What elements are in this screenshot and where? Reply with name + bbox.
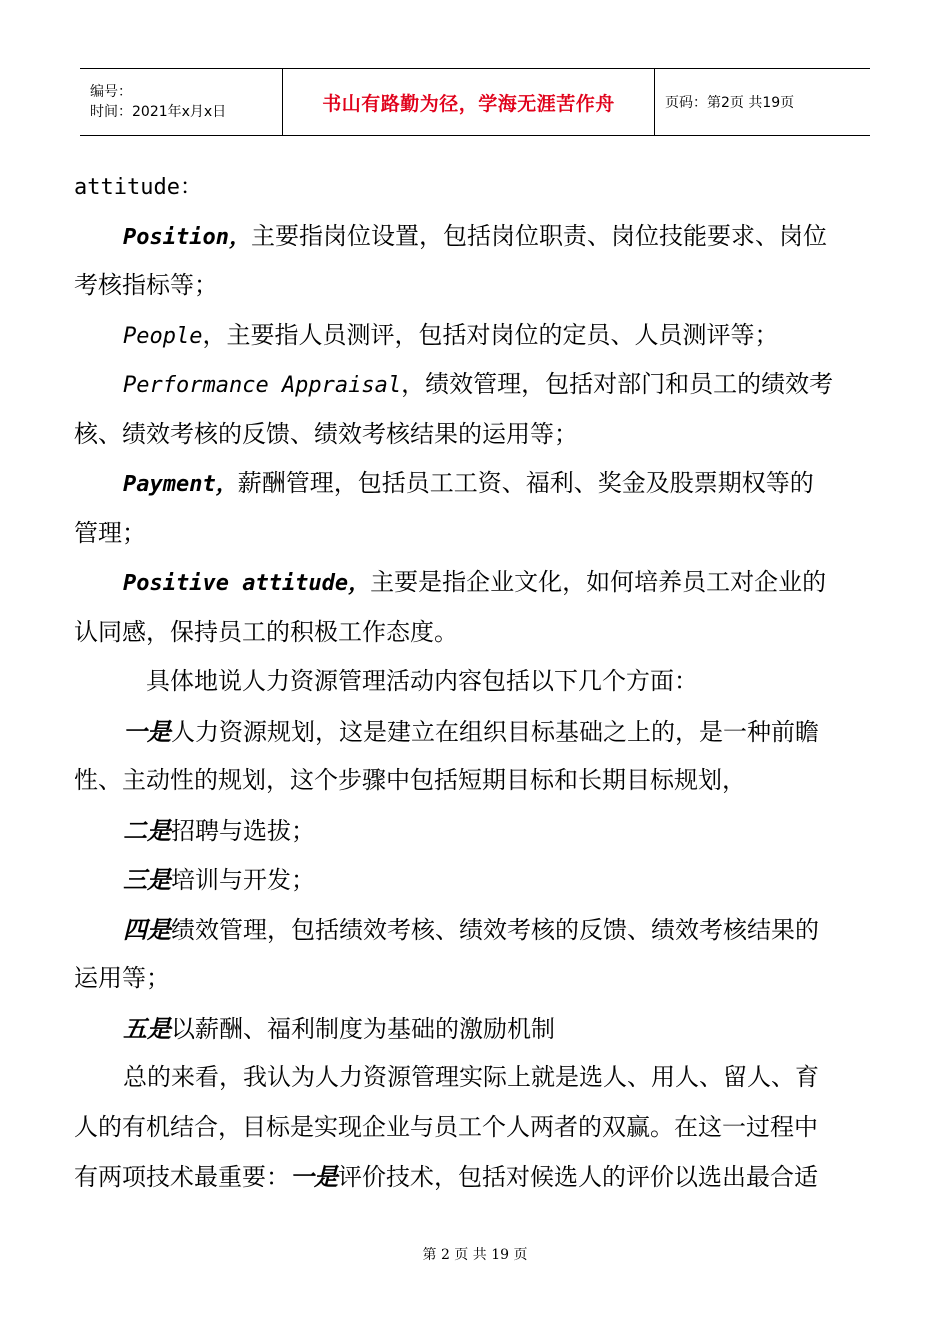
list-marker-1: 一是 [123,716,171,746]
paragraph-line: Position，主要指岗位设置，包括岗位职责、岗位技能要求、岗位 [123,221,827,250]
list-marker-5: 五是 [123,1013,171,1043]
paragraph-line: 人的有机结合，目标是实现企业与员工个人两者的双赢。在这一过程中 [74,1112,818,1141]
term-performance-appraisal: Performance Appraisal [123,373,402,398]
page-header [80,68,870,136]
paragraph-line: 一是人力资源规划，这是建立在组织目标基础之上的，是一种前瞻 [123,716,819,746]
paragraph-line: 管理； [74,518,146,547]
paragraph-line: 认同感，保持员工的积极工作态度。 [74,617,458,646]
page-footer [0,1244,950,1264]
page-info-text: 页码：第2页 共19页 [665,95,795,111]
list-marker-4: 四是 [123,914,171,944]
document-body [74,162,876,1202]
paragraph-line: 性、主动性的规划，这个步骤中包括短期目标和长期目标规划， [74,766,746,794]
paragraph-line: Positive attitude，主要是指企业文化，如何培养员工对企业的 [123,568,827,596]
paragraph-line: Payment，薪酬管理，包括员工工资、福利、奖金及股票期权等的 [123,469,814,497]
footer-page-number: 第 2 页 共 19 页 [422,1247,528,1263]
document-number-label: 编号： [90,84,132,100]
paragraph-line: 具体地说人力资源管理活动内容包括以下几个方面： [146,667,698,695]
motto-text: 书山有路勤为径，学海无涯苦作舟 [322,92,615,115]
list-marker-2: 二是 [123,815,171,845]
paragraph-line: 有两项技术最重要：一是评价技术，包括对候选人的评价以选出最合适 [74,1162,818,1191]
paragraph-line: 核、绩效考核的反馈、绩效考核结果的运用等； [74,419,578,448]
document-date: 时间：2021年x月x日 [90,104,227,120]
paragraph-line: attitude： [74,175,202,200]
inline-marker-1: 一是 [290,1162,338,1191]
term-position: Position， [123,224,251,250]
header-meta [80,69,283,135]
paragraph-line: 三是培训与开发； [123,865,315,894]
paragraph-line: 二是招聘与选拔； [123,815,315,845]
term-positive-attitude: Positive attitude， [123,571,371,596]
header-page-info [655,69,870,135]
paragraph-line: Performance Appraisal，绩效管理，包括对部门和员工的绩效考 [123,370,834,398]
paragraph-line: 运用等； [74,964,170,992]
list-marker-3: 三是 [123,865,171,894]
paragraph-line: 考核指标等； [74,271,218,299]
paragraph-line: 总的来看，我认为人力资源管理实际上就是选人、用人、留人、育 [123,1063,819,1091]
term-payment: Payment， [123,472,238,497]
header-motto [283,69,655,135]
paragraph-line: 五是以薪酬、福利制度为基础的激励机制 [123,1013,555,1043]
paragraph-line: 四是绩效管理，包括绩效考核、绩效考核的反馈、绩效考核结果的 [123,914,819,944]
paragraph-line: People，主要指人员测评，包括对岗位的定员、人员测评等； [123,320,779,349]
term-people: People [123,323,203,349]
